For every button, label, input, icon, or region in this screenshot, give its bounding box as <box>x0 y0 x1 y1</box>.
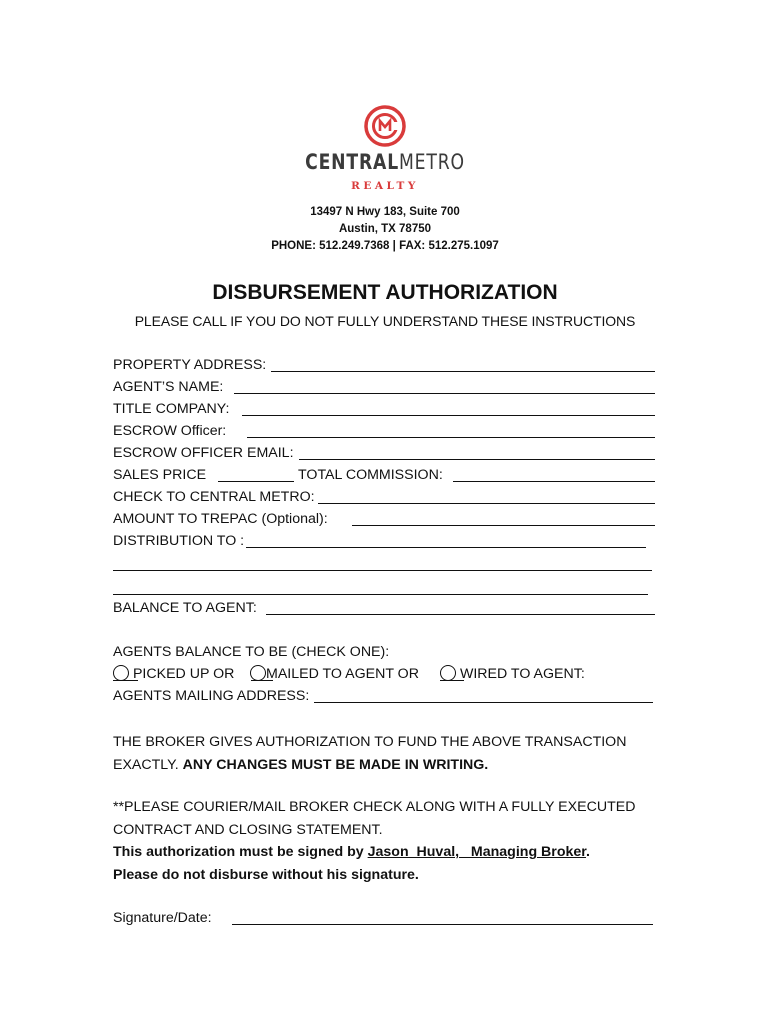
brand-subtitle: REALTY <box>351 180 419 192</box>
authorization-paragraph <box>113 731 626 776</box>
central-metro-cm-roundel-icon <box>364 105 406 147</box>
sales-price-field[interactable] <box>218 481 294 482</box>
picked-up-label: PICKED UP OR <box>132 666 235 682</box>
picked-up-underline <box>113 680 138 681</box>
wired-radio[interactable] <box>440 665 456 681</box>
distribution-to-label: DISTRIBUTION TO : <box>113 533 245 549</box>
sales-price-label: SALES PRICE <box>113 467 207 483</box>
amount-to-trepac-field[interactable] <box>352 525 655 526</box>
address-line-2: Austin, TX 78750 <box>338 223 432 235</box>
courier-line-4: Please do not disburse without his signature. <box>113 866 419 883</box>
balance-to-agent-label: BALANCE TO AGENT: <box>113 600 257 616</box>
document-title: DISBURSEMENT AUTHORIZATION <box>212 281 558 304</box>
mailed-label: MAILED TO AGENT OR <box>266 666 419 682</box>
escrow-officer-field[interactable] <box>247 437 655 438</box>
distribution-extra-line-2[interactable] <box>113 594 648 595</box>
mailed-radio[interactable] <box>250 665 266 681</box>
agents-mailing-address-label: AGENTS MAILING ADDRESS: <box>113 688 310 704</box>
property-address-label: PROPERTY ADDRESS: <box>113 357 267 373</box>
phone-fax-line: PHONE: 512.249.7368 | FAX: 512.275.1097 <box>271 240 499 252</box>
escrow-officer-email-label: ESCROW OFFICER EMAIL: <box>113 445 294 461</box>
option-wired[interactable] <box>440 664 585 684</box>
check-to-central-metro-field[interactable] <box>318 503 655 504</box>
balance-to-agent-field[interactable] <box>266 614 655 615</box>
authorization-line-2: EXACTLY. ANY CHANGES MUST BE MADE IN WRITING. <box>113 756 489 773</box>
brand-name: CENTRALMETRO <box>305 150 465 174</box>
courier-paragraph <box>113 796 635 886</box>
total-commission-label: TOTAL COMMISSION: <box>298 467 443 483</box>
courier-line-2: CONTRACT AND CLOSING STATEMENT. <box>113 821 383 838</box>
wired-underline <box>440 680 464 681</box>
title-company-field[interactable] <box>242 415 655 416</box>
signature-date-label: Signature/Date: <box>113 910 212 926</box>
agents-balance-heading: AGENTS BALANCE TO BE (CHECK ONE): <box>113 644 390 660</box>
agents-name-label: AGENT’S NAME: <box>113 379 224 395</box>
agents-mailing-address-field[interactable] <box>314 702 653 703</box>
document-subtitle: PLEASE CALL IF YOU DO NOT FULLY UNDERSTAND THESE INSTRUCTIONS <box>134 313 636 329</box>
agents-name-field[interactable] <box>234 393 655 394</box>
courier-line-3: This authorization must be signed by Jason Huval, Managing Broker. <box>113 844 590 860</box>
address-line-1: 13497 N Hwy 183, Suite 700 <box>310 206 460 218</box>
signature-date-field[interactable] <box>232 924 653 925</box>
property-address-field[interactable] <box>271 371 655 372</box>
escrow-officer-email-field[interactable] <box>299 459 655 460</box>
total-commission-field[interactable] <box>453 481 655 482</box>
managing-broker-name: Jason Huval, Managing Broker <box>367 844 587 860</box>
option-picked-up[interactable] <box>113 664 234 684</box>
amount-to-trepac-label: AMOUNT TO TREPAC (Optional): <box>113 511 328 527</box>
mailed-underline <box>251 680 273 681</box>
title-company-label: TITLE COMPANY: <box>113 401 230 417</box>
escrow-officer-label: ESCROW Officer: <box>113 423 227 439</box>
authorization-bold-notice: ANY CHANGES MUST BE MADE IN WRITING. <box>182 756 489 773</box>
wired-label: WIRED TO AGENT: <box>459 666 585 682</box>
picked-up-radio[interactable] <box>113 665 129 681</box>
courier-line-1: **PLEASE COURIER/MAIL BROKER CHECK ALONG WITH A FULLY EXECUTED <box>113 799 636 815</box>
authorization-line-1: THE BROKER GIVES AUTHORIZATION TO FUND THE ABOVE TRANSACTION <box>113 734 627 750</box>
check-to-central-metro-label: CHECK TO CENTRAL METRO: <box>113 489 315 505</box>
distribution-to-field[interactable] <box>246 547 646 548</box>
distribution-extra-line-1[interactable] <box>113 570 652 571</box>
option-mailed[interactable] <box>250 664 419 684</box>
